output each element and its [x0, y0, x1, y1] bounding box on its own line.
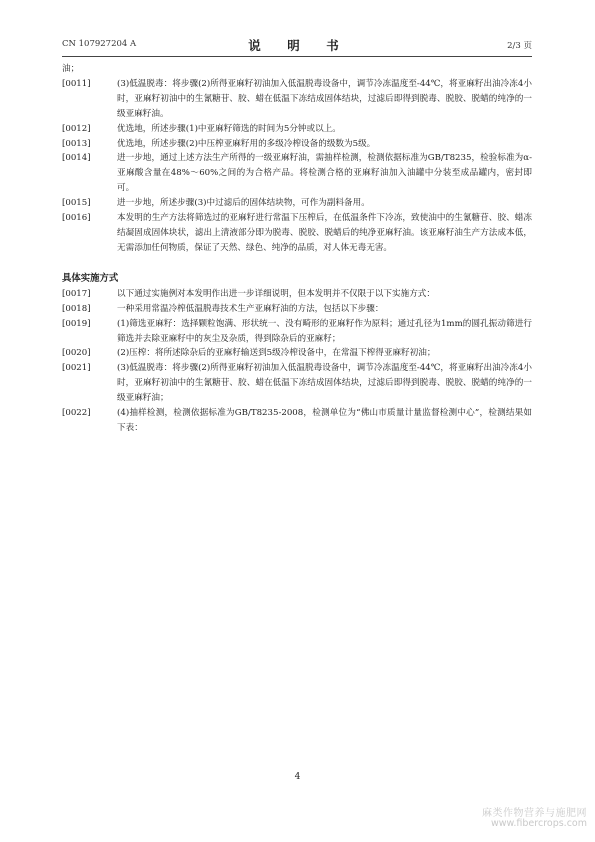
paragraph-text: 油； [62, 64, 80, 74]
paragraph [62, 77, 532, 122]
paragraph-text: 本发明的生产方法将筛选过的亚麻籽进行常温下压榨后，在低温条件下冷冻，致使油中的生氰糖苷、胶、蜡冻结凝固成固体块状，滤出上清液部分即为脱毒、脱胶、脱蜡后的纯净亚麻籽油。该亚麻籽油生产方法成本低，无需添加任何物质，保证了天然、绿色、纯净的品质，对人体无毒无害。 [117, 213, 532, 253]
paragraphs-top [62, 62, 532, 256]
paragraph-text: 优选地，所述步骤(2)中压榨亚麻籽用的多级冷榨设备的级数为5级。 [117, 138, 376, 149]
watermark-site-name: 麻类作物营养与施肥网 [482, 808, 587, 819]
patent-number: CN 107927204 A [62, 39, 137, 49]
page-of-pages: 2/3 页 [507, 41, 532, 51]
paragraph [62, 196, 532, 211]
watermark-url: www.fibercrops.com [490, 818, 587, 829]
paragraph-number: [0012] [62, 123, 91, 134]
paragraph-number: [0016] [62, 213, 91, 224]
paragraph-text: 进一步地，所述步骤(3)中过滤后的固体结块物，可作为副料备用。 [117, 198, 370, 209]
page-number: 4 [294, 772, 301, 782]
paragraph [62, 211, 532, 256]
paragraph-text: 进一步地，通过上述方法生产所得的一级亚麻籽油，需抽样检测，检测依据标准为GB/T8235，检验标准为α-亚麻酸含量在48%～60%之间的为合格产品。将检测合格的亚麻籽油加入油罐中分装至成品罐内，密封即可。 [117, 153, 532, 194]
paragraph [62, 302, 532, 317]
watermark [439, 804, 587, 834]
paragraph [62, 346, 532, 361]
document-title: 说 明 书 [248, 38, 346, 53]
paragraph-text: (4)抽样检测，检测依据标准为GB/T8235-2008，检测单位为“佛山市质量计量监督检测中心”，检测结果如下表： [117, 408, 532, 433]
paragraph-text: (2)压榨：将所述除杂后的亚麻籽输送到5级冷榨设备中，在常温下榨得亚麻籽初油； [117, 348, 436, 359]
paragraph-text: 以下通过实施例对本发明作出进一步详细说明，但本发明并不仅限于以下实施方式： [117, 288, 435, 299]
paragraph-number: [0020] [62, 348, 91, 359]
header-rule [62, 56, 532, 57]
paragraph-number: [0015] [62, 198, 91, 209]
paragraph-number: [0021] [62, 363, 91, 374]
paragraph [62, 317, 532, 347]
paragraph-number: [0014] [62, 153, 91, 164]
paragraph-text: (1)筛选亚麻籽：选择颗粒饱满、形状统一、没有畸形的亚麻籽作为原料；通过孔径为1mm的圆孔振动筛进行筛选并去除亚麻籽中的灰尘及杂质，得到除杂后的亚麻籽； [117, 318, 532, 344]
paragraph [62, 287, 532, 302]
paragraph-number: [0013] [62, 138, 91, 149]
paragraph [62, 361, 532, 406]
document-body [62, 62, 532, 436]
page-header [62, 36, 532, 52]
paragraph-text: 优选地，所述步骤(1)中亚麻籽筛选的时间为5分钟或以上。 [117, 123, 341, 134]
paragraphs-bottom [62, 287, 532, 436]
paragraph-text: 一种采用常温冷榨低温脱毒技术生产亚麻籽油的方法，包括以下步骤： [117, 303, 384, 314]
section-heading: 具体实施方式 [62, 272, 119, 284]
paragraph-number: [0019] [62, 318, 91, 329]
paragraph-number: [0011] [62, 78, 91, 89]
paragraph [62, 62, 532, 77]
paragraph-text: (3)低温脱毒：将步骤(2)所得亚麻籽初油加入低温脱毒设备中，调节冷冻温度至-44℃，将亚麻籽出油冷冻4小时，亚麻籽初油中的生氰糖苷、胶、蜡在低温下冻结成固体结块，过滤后即得到脱毒、脱胶、脱蜡的纯净的一级亚麻籽油。 [117, 78, 532, 119]
paragraph-text: (3)低温脱毒：将步骤(2)所得亚麻籽初油加入低温脱毒设备中，调节冷冻温度至-44℃，将亚麻籽出油冷冻4小时，亚麻籽初油中的生氰糖苷、胶、蜡在低温下冻结成固体结块，过滤后即得到脱毒、脱胶、脱蜡的纯净的一级亚麻籽油； [117, 363, 532, 404]
paragraph [62, 137, 532, 152]
paragraph-number: [0022] [62, 408, 91, 419]
paragraph [62, 122, 532, 137]
paragraph-number: [0017] [62, 288, 91, 299]
paragraph [62, 151, 532, 196]
paragraph [62, 406, 532, 436]
paragraph-number: [0018] [62, 303, 91, 314]
